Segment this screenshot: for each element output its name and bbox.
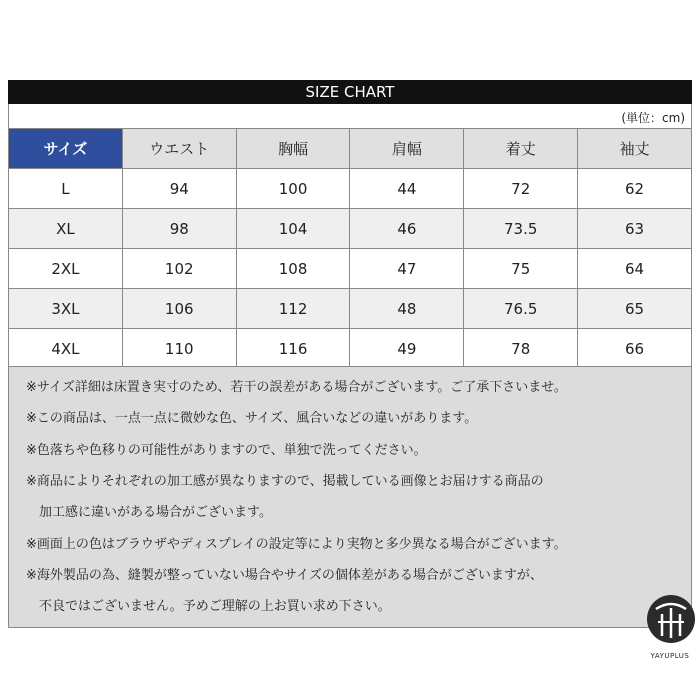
header-size: サイズ <box>9 129 123 169</box>
cell-chest: 104 <box>236 209 350 249</box>
header-waist: ウエスト <box>122 129 236 169</box>
unit-label: (単位：cm) <box>8 104 692 128</box>
cell-sleeve: 64 <box>578 249 692 289</box>
note-line: ※この商品は、一点一点に微妙な色、サイズ、風合いなどの違いがあります。 <box>26 411 478 426</box>
brand-name: YAYUPLUS <box>650 652 690 660</box>
cell-size: 4XL <box>9 329 123 369</box>
cell-shoulder: 49 <box>350 329 464 369</box>
cell-chest: 108 <box>236 249 350 289</box>
brand-logo-icon <box>646 594 696 650</box>
header-sleeve-length: 袖丈 <box>578 129 692 169</box>
cell-sleeve: 66 <box>578 329 692 369</box>
cell-length: 75 <box>464 249 578 289</box>
cell-waist: 94 <box>122 169 236 209</box>
cell-length: 78 <box>464 329 578 369</box>
notes-box <box>8 366 692 628</box>
header-shoulder-width: 肩幅 <box>350 129 464 169</box>
cell-size: 3XL <box>9 289 123 329</box>
cell-sleeve: 65 <box>578 289 692 329</box>
table-header-row <box>9 129 692 169</box>
table-row <box>9 209 692 249</box>
cell-chest: 116 <box>236 329 350 369</box>
cell-waist: 110 <box>122 329 236 369</box>
table-row <box>9 169 692 209</box>
cell-shoulder: 48 <box>350 289 464 329</box>
cell-chest: 100 <box>236 169 350 209</box>
cell-size: L <box>9 169 123 209</box>
note-line: ※色落ちや色移りの可能性がありますので、単独で洗ってください。 <box>26 443 427 458</box>
cell-size: XL <box>9 209 123 249</box>
cell-length: 73.5 <box>464 209 578 249</box>
note-line: ※商品によりそれぞれの加工感が異なりますので、掲載している画像とお届けする商品の <box>26 474 544 489</box>
cell-shoulder: 44 <box>350 169 464 209</box>
cell-length: 76.5 <box>464 289 578 329</box>
table-row <box>9 249 692 289</box>
cell-waist: 106 <box>122 289 236 329</box>
cell-shoulder: 46 <box>350 209 464 249</box>
header-length: 着丈 <box>464 129 578 169</box>
cell-shoulder: 47 <box>350 249 464 289</box>
chart-title: SIZE CHART <box>8 80 692 104</box>
note-line: ※サイズ詳細は床置き実寸のため、若干の誤差がある場合がございます。ご了承下さいませ。 <box>26 380 567 395</box>
note-line: 加工感に違いがある場合がございます。 <box>39 505 272 520</box>
cell-waist: 98 <box>122 209 236 249</box>
cell-length: 72 <box>464 169 578 209</box>
size-table <box>8 128 692 369</box>
cell-waist: 102 <box>122 249 236 289</box>
note-line: ※画面上の色はブラウザやディスプレイの設定等により実物と多少異なる場合がございます。 <box>26 537 567 552</box>
cell-size: 2XL <box>9 249 123 289</box>
cell-sleeve: 62 <box>578 169 692 209</box>
cell-chest: 112 <box>236 289 350 329</box>
note-line: 不良ではございません。予めご理解の上お買い求め下さい。 <box>39 599 391 614</box>
note-line: ※海外製品の為、縫製が整っていない場合やサイズの個体差がある場合がございますが、 <box>26 568 543 583</box>
table-row <box>9 289 692 329</box>
cell-sleeve: 63 <box>578 209 692 249</box>
header-chest-width: 胸幅 <box>236 129 350 169</box>
table-row <box>9 329 692 369</box>
size-chart <box>8 80 692 369</box>
